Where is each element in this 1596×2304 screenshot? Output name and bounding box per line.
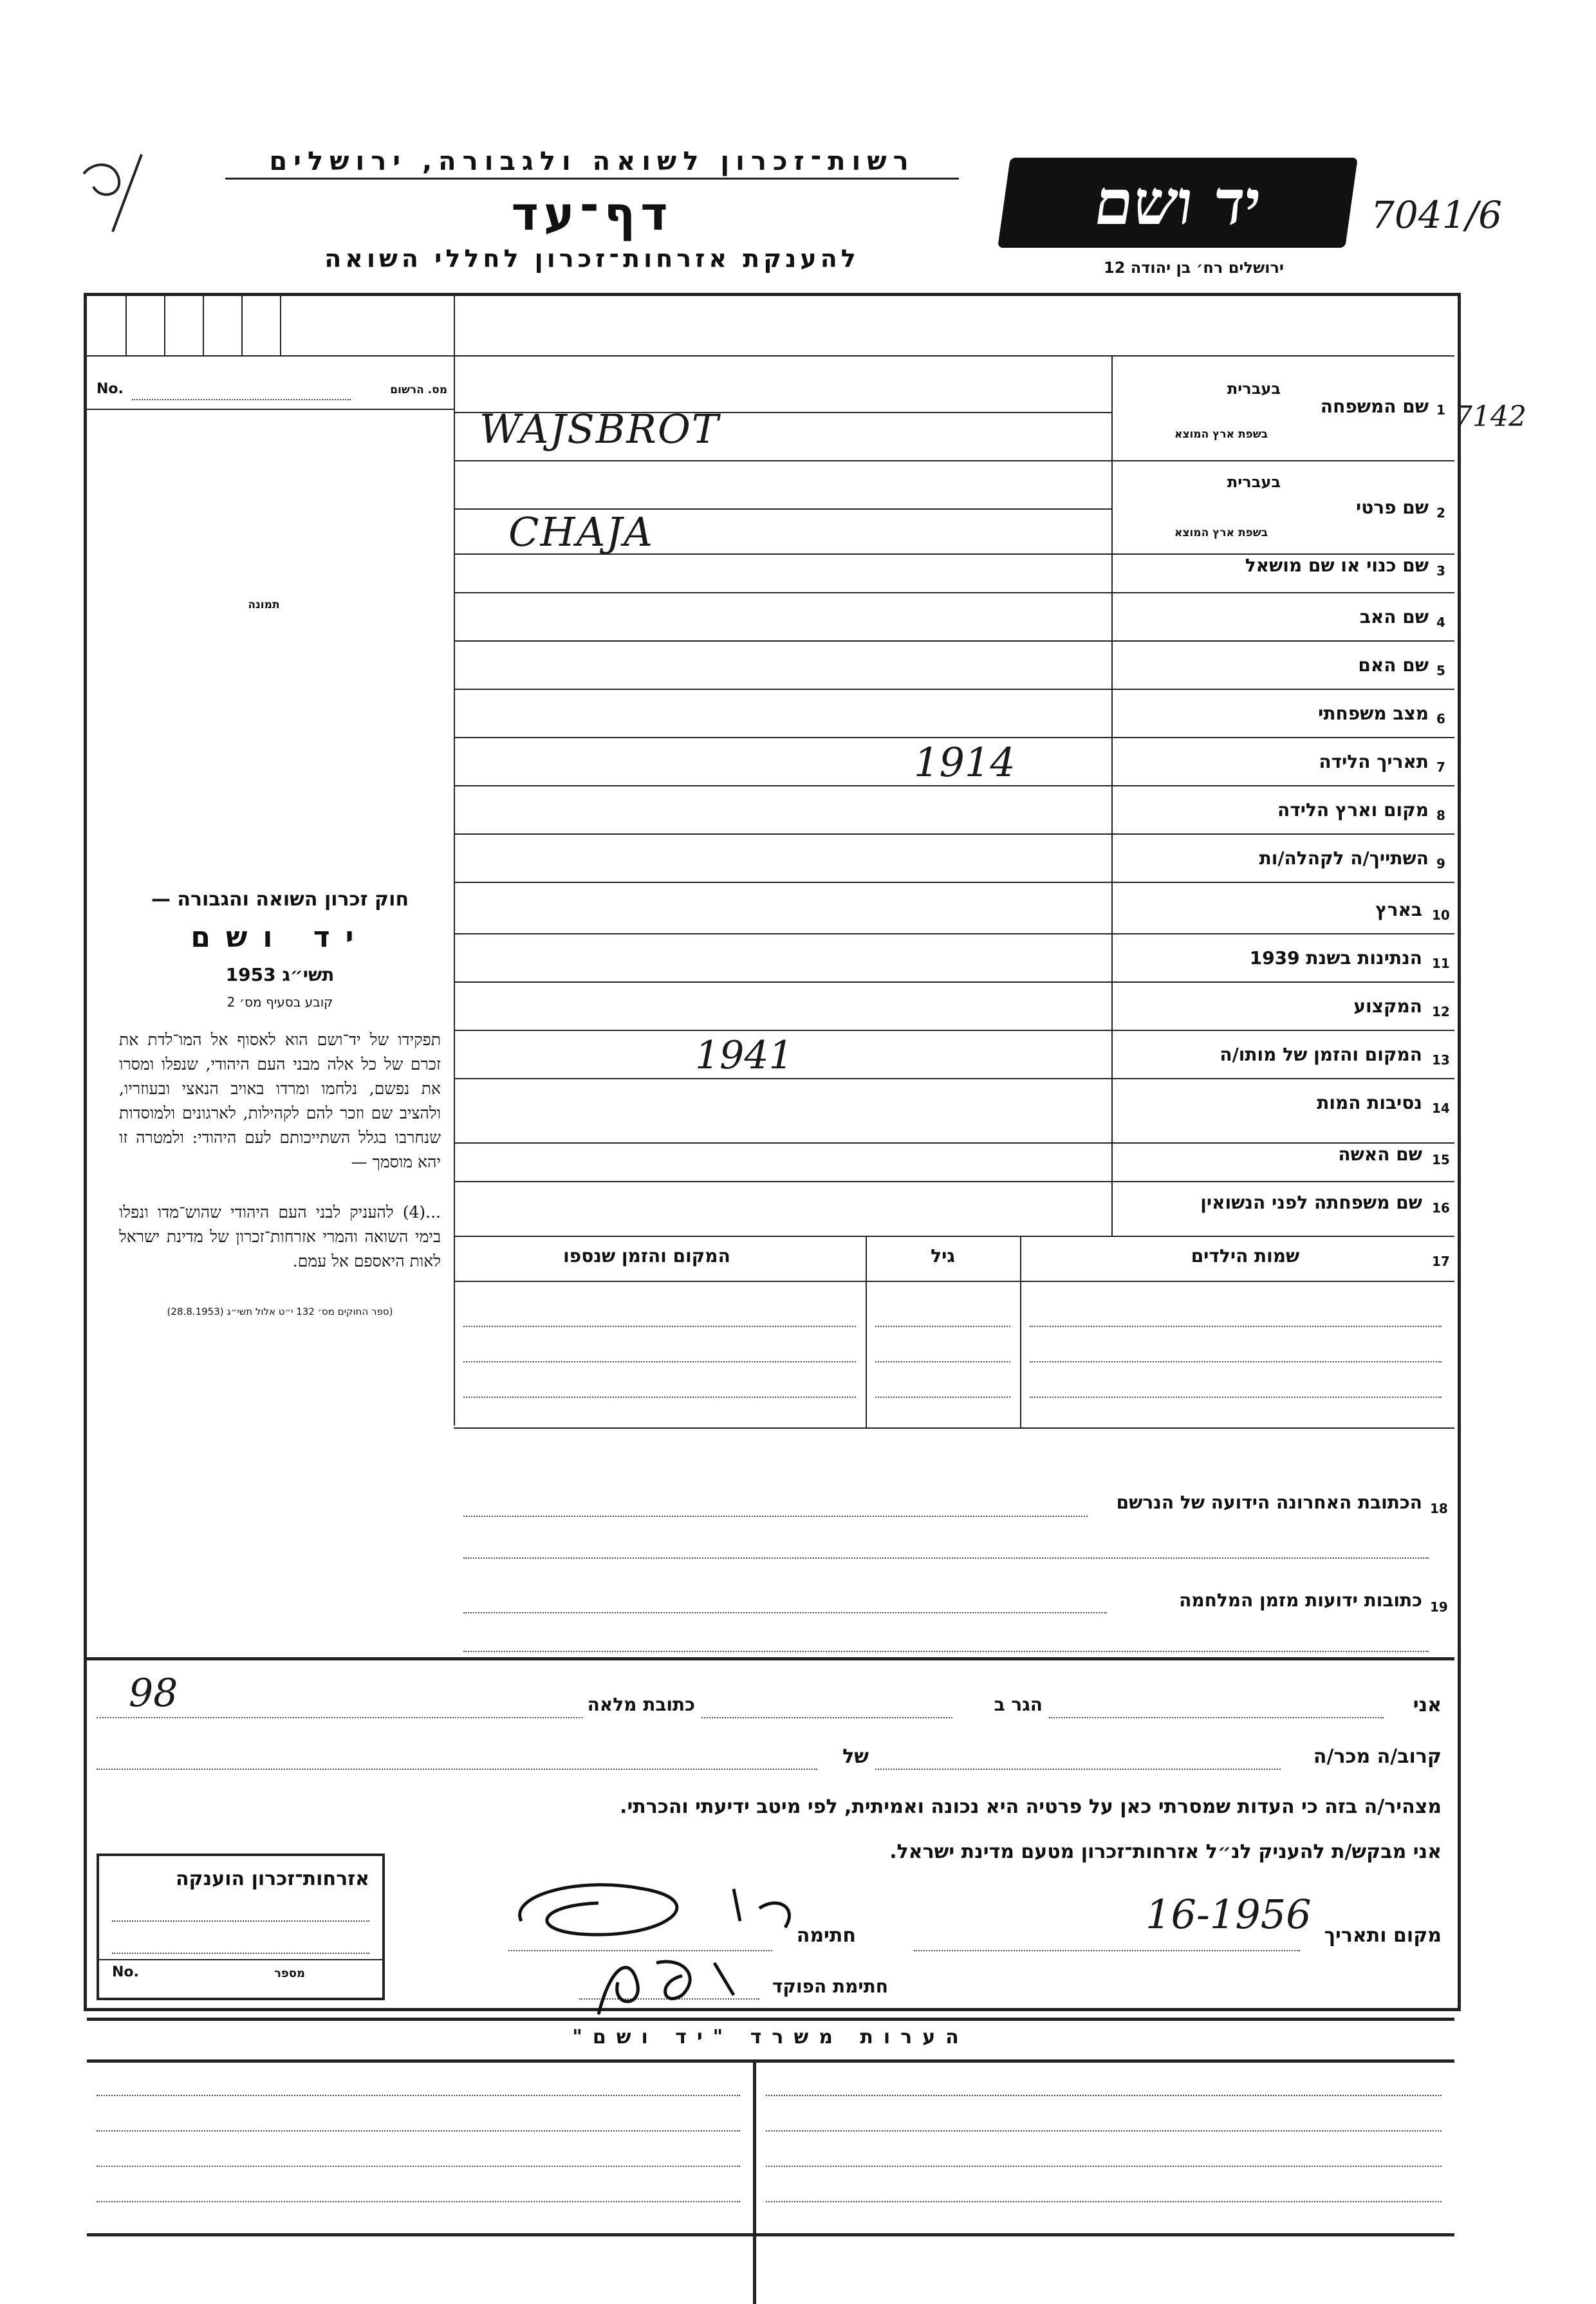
officer-signature-label: חתימת הפוקד [772,1976,888,1997]
field-19-label: כתובות ידועות מזמן המלחמה [1179,1590,1422,1611]
field-6-label: מצב משפחתי [1318,703,1429,724]
law-paragraph-2: ...(4) להעניק לבני העם היהודי שהוש־מדו ונפלו בימי השואה והמרי אזרחות־זכרון של מדינת ישראל לאות היאספם אל עמם. [119,1203,441,1270]
field-8-num: 8 [1436,808,1445,823]
field-2-num: 2 [1436,505,1445,521]
field-2-sub-he: בעברית [1227,473,1281,491]
field-2-value-foreign: CHAJA [508,508,654,555]
law-title: חוק זכרון השואה והגבורה — [151,888,409,911]
declaration-relative-label: קרוב/ה מכר/ה [1313,1745,1442,1768]
header-address: ירושלים רח׳ בן יהודה 12 [1104,259,1284,277]
field-3-label: שם כנוי או שם מושאל [1245,555,1429,576]
office-notes-title: הערות משרד "יד ושם" [572,2026,969,2049]
field-8-label: מקום וארץ הלידה [1277,799,1429,821]
field-5-num: 5 [1436,663,1445,678]
law-year: תשי״ג 1953 [225,964,335,985]
field-16-label: שם משפחתה לפני הנשואין [1200,1192,1422,1213]
citizenship-title: אזרחות־זכרון הוענקה [175,1868,369,1890]
authority-name: רשות־זכרון לשואה ולגבורה, ירושלים [269,147,915,176]
yad-vashem-logo [998,158,1358,248]
logo-text: יד ושם [1090,166,1266,239]
field-7-num: 7 [1436,759,1445,775]
field-14-num: 14 [1432,1101,1450,1116]
field-5-label: שם האם [1358,655,1429,676]
declaration-address-label: כתובת מלאה [587,1694,695,1715]
field-6-num: 6 [1436,711,1445,727]
citizenship-box [97,1853,385,2000]
form-title: דף־עד [511,187,673,241]
officer-signature-icon [573,1937,766,2027]
form-subtitle: להענקת אזרחות־זכרון לחללי השואה [324,245,860,273]
field-17-num: 17 [1432,1254,1450,1269]
field-3-num: 3 [1436,563,1445,579]
field-9-label: השתייך/ה לקהלה/ות [1259,848,1429,869]
field-11-num: 11 [1432,956,1450,971]
photo-label: תמונה [248,599,280,611]
place-date-value: 16-1956 [1146,1891,1312,1938]
field-14-label: נסיבות המות [1317,1092,1422,1113]
registry-boxes [87,296,454,355]
field-13-num: 13 [1432,1052,1450,1068]
declaration-of-label: של [842,1745,869,1768]
declaration-i-label: אני [1413,1694,1442,1716]
field-4-num: 4 [1436,615,1445,630]
corner-mark-icon [77,148,148,238]
children-names-header: שמות הילדים [1191,1245,1300,1267]
field-7-label: תאריך הלידה [1319,751,1429,772]
declaration-statement: מצהיר/ה בזה כי העדות שמסרתי כאן על פרטיה היא נכונה ואמיתית, לפי מיטב ידיעתי והכרתי. [620,1796,1442,1818]
page-header [0,0,1596,296]
field-1-label: שם המשפחה [1320,396,1429,417]
citizenship-no-label: No. [112,1964,139,1980]
field-18-label: הכתובת האחרונה הידועה של הנרשם [1116,1492,1422,1513]
children-age-header: גיל [931,1245,955,1267]
field-1-sub-foreign: בשפת ארץ המוצא [1174,428,1268,441]
field-2-sub-foreign: בשפת ארץ המוצא [1174,526,1268,539]
side-number: 7142 [1454,400,1526,433]
citizenship-number-label: מספר [274,1967,305,1980]
field-15-label: שם האשה [1338,1144,1422,1165]
children-place-header: המקום והזמן שנספו [563,1245,730,1267]
law-block [119,888,441,1317]
children-table [454,1236,1454,1429]
field-19-num: 19 [1430,1599,1448,1615]
law-clause: קובע בסעיף מס׳ 2 [227,994,333,1010]
law-footnote: (ספר החוקים מס׳ 132 י״ט אלול תשי״ג (28.8.1953) [167,1306,393,1317]
office-notes-divider [753,2059,756,2304]
law-yad-vashem: יד ושם [190,921,369,954]
field-7-value: 1914 [914,739,1016,786]
registry-number-label: מס. הרשום [390,384,447,396]
place-date-label: מקום ותאריך [1324,1924,1442,1947]
signature-label: חתימה [796,1924,856,1947]
field-15-num: 15 [1432,1152,1450,1167]
field-12-label: המקצוע [1353,996,1422,1017]
declaration-request: אני מבקש/ת להעניק לנ״ל אזרחות־זכרון מטעם מדינת ישראל. [889,1841,1442,1863]
field-1-sub-he: בעברית [1227,380,1281,398]
field-1-num: 1 [1436,402,1445,418]
law-paragraph-1: תפקידו של יד־ושם הוא לאסוף אל המו־לדת את זכרם של כל אלה מבני העם היהודי, שנפלו ומסרו את נפשם, נלחמו ומרדו באויב הנאצי ובעוזריו, ולהציב שם וזכר להם לקהילות, לארגונים ולמוסדות שנחרבו בגלל השתייכותם לעם היהודי: ולמטרה זו יהא מוסמך — [119,1030,441,1171]
field-18-num: 18 [1430,1501,1448,1516]
field-4-label: שם האב [1359,606,1429,627]
registry-no-label: No. [97,381,124,397]
declaration-address-value: 98 [129,1671,178,1716]
field-2-label: שם פרטי [1355,497,1429,518]
declaration-resides-label: הגר ב [994,1694,1043,1715]
field-16-num: 16 [1432,1200,1450,1216]
field-1-value-foreign: WAJSBROT [479,405,720,452]
field-13-label: המקום והזמן של מותו/ה [1220,1044,1422,1065]
field-13-value: 1941 [695,1033,793,1078]
field-11-label: הנתינות בשנת 1939 [1249,947,1422,969]
field-12-num: 12 [1432,1004,1450,1019]
field-10-num: 10 [1432,907,1450,923]
file-number: 7041/6 [1371,193,1503,237]
field-9-num: 9 [1436,856,1445,871]
field-10-label: בארץ [1375,899,1422,920]
